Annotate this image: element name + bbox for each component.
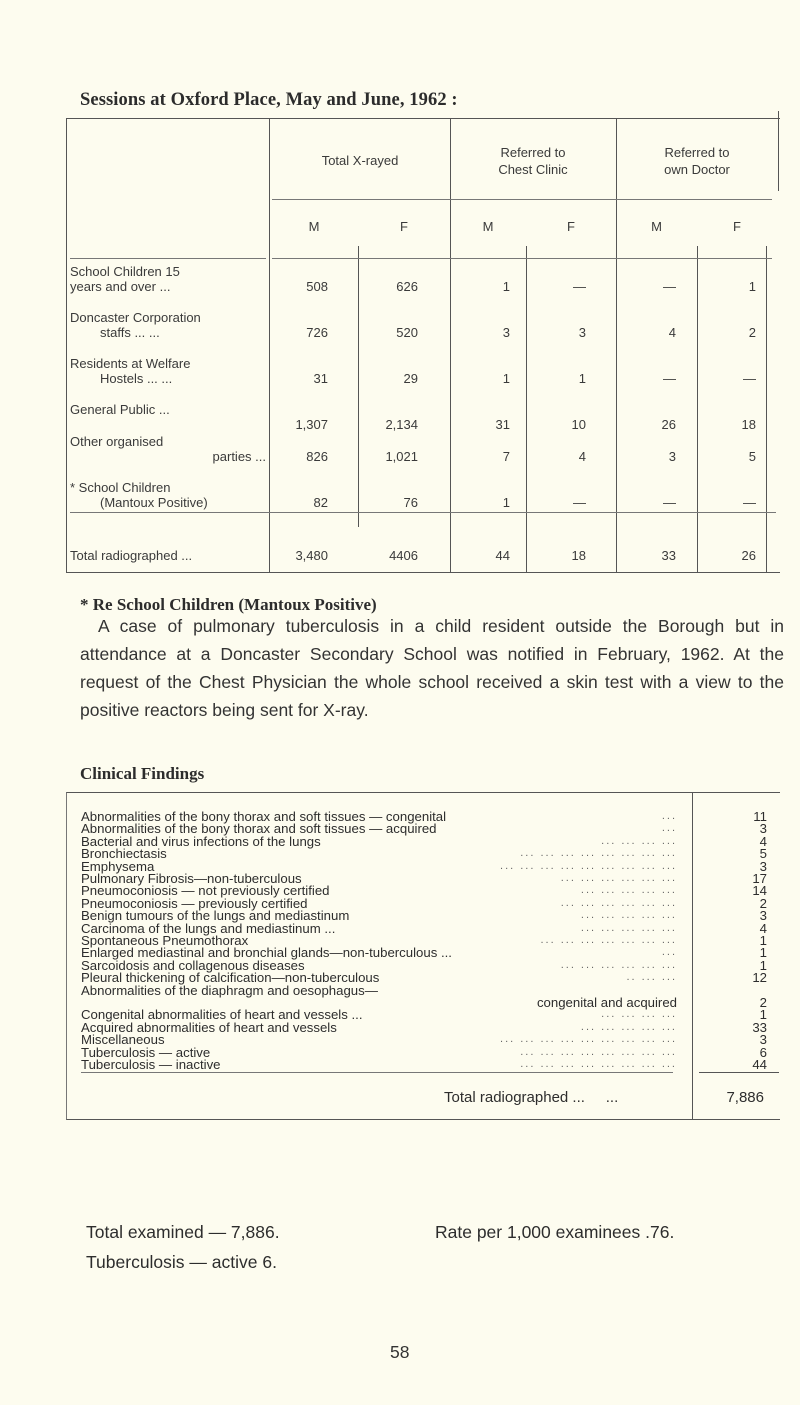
finding-label: Abnormalities of the bony thorax and soft tissues — congenital (81, 809, 447, 824)
finding-count: 1 (759, 933, 767, 948)
finding-label: Pulmonary Fibrosis—non-tuberculous (81, 871, 302, 886)
column-header-own-doctor: Referred to own Doctor (664, 145, 730, 177)
table-cell: — (573, 495, 586, 510)
table-cell: 10 (571, 417, 586, 432)
sessions-table (66, 118, 780, 573)
finding-count: 11 (753, 809, 767, 824)
finding-count: 3 (759, 821, 767, 837)
total-rule (699, 1072, 779, 1073)
note-title: * Re School Children (Mantoux Positive) (80, 595, 377, 614)
finding-count: 12 (752, 970, 767, 986)
total-cell: 26 (741, 548, 756, 563)
row-label (70, 264, 270, 294)
sub-header-f: F (733, 219, 741, 234)
row-label (70, 356, 270, 386)
leader-dots: ... ... ... ... ... ... ... ... ... (500, 859, 677, 872)
table-cell: 1 (748, 279, 756, 294)
header-rule (70, 258, 266, 259)
row-label-line: Hostels ... ... (100, 371, 173, 386)
finding-label: congenital and acquired (536, 995, 677, 1010)
finding-label: Enlarged mediastinal and bronchial glands—non-tuberculous ... (81, 945, 452, 961)
table-cell: 3 (668, 449, 676, 464)
table-cell: 1 (502, 495, 510, 510)
finding-count: 3 (759, 1032, 767, 1048)
note-paragraph: A case of pulmonary tuberculosis in a child resident outside the Borough but in attendance at a Doncaster Secondary School was notified in February, 1962. At the request of the Chest Physician the whole school received a skin test with a view to the positive reactors being sent for X-ray. (80, 616, 784, 720)
table-cell: — (663, 279, 676, 294)
finding-label: Acquired abnormalities of heart and vessels (81, 1019, 337, 1035)
row-label-line: Doncaster Corporation (70, 310, 201, 325)
table-cell: 508 (306, 279, 328, 294)
leader-dots: ... ... ... ... ... ... ... ... (520, 847, 677, 860)
table-cell: 76 (403, 495, 418, 510)
finding-label: Spontaneous Pneumothorax (81, 933, 249, 948)
sub-header-m: M (651, 219, 662, 234)
table-cell: — (573, 279, 586, 294)
finding-count: 17 (752, 871, 767, 886)
column-divider (697, 246, 698, 572)
leader-dots: ... ... ... ... ... (580, 921, 677, 934)
row-label-line: School Children 15 (70, 264, 180, 279)
table-cell: 2,134 (385, 417, 418, 432)
finding-label: Bacterial and virus infections of the lungs (81, 833, 321, 849)
row-label-line: General Public ... (70, 402, 170, 417)
table-cell: 7 (502, 449, 510, 464)
row-label-line: Residents at Welfare (70, 356, 191, 371)
rate-per-1000: Rate per 1,000 examinees .76. (435, 1222, 675, 1242)
table-cell: 1 (502, 279, 510, 294)
leader-dots: ... ... ... ... ... ... ... (540, 934, 677, 946)
table-cell: 1,021 (385, 449, 418, 464)
row-label (70, 402, 270, 417)
table-cell: — (663, 371, 676, 386)
leader-dots: ... ... ... ... ... (580, 884, 677, 897)
total-rule (81, 1072, 673, 1073)
table-cell: — (743, 495, 756, 510)
finding-count: 14 (752, 883, 767, 899)
total-examined: Total examined — 7,886. (86, 1222, 280, 1242)
column-header-total-xrayed: Total X-rayed (321, 153, 399, 168)
column-divider (766, 246, 767, 572)
leader-dots: ... ... ... ... ... ... ... ... (520, 1058, 677, 1070)
leader-dots: ... ... ... ... ... (580, 909, 677, 922)
header-rule (272, 258, 772, 259)
leader-dots: ... ... ... ... (601, 834, 677, 847)
leader-dots: ... (661, 822, 677, 835)
finding-label: Pleural thickening of calcification—non-tuberculous (81, 970, 380, 986)
finding-count: 5 (759, 846, 767, 862)
leader-dots: ... ... ... ... ... ... ... ... (520, 1045, 677, 1058)
table-cell: 2 (748, 325, 756, 340)
finding-count: 33 (752, 1019, 767, 1035)
table-cell: 3 (502, 325, 510, 340)
finding-count: 4 (759, 920, 767, 936)
finding-label: Abnormalities of the bony thorax and soft tissues — acquired (81, 821, 437, 837)
total-cell: 4406 (389, 548, 418, 563)
finding-count: 3 (759, 908, 767, 924)
tuberculosis-active-summary: Tuberculosis — active 6. (86, 1252, 277, 1272)
finding-count: 1 (759, 957, 767, 973)
finding-label: Tuberculosis — inactive (81, 1057, 221, 1072)
total-cell: 33 (661, 548, 676, 563)
finding-label: Emphysema (81, 858, 155, 874)
table-cell: 1,307 (295, 417, 328, 432)
table-cell: 826 (306, 449, 328, 464)
finding-count: 2 (759, 995, 767, 1010)
table-cell: 726 (306, 325, 328, 340)
finding-count: 3 (759, 858, 767, 874)
leader-dots: ... ... ... ... ... ... (560, 958, 677, 971)
table-cell: 26 (661, 417, 676, 432)
table-cell: 18 (741, 417, 756, 432)
row-label (70, 434, 270, 464)
sub-header-f: F (400, 219, 408, 234)
column-header-chest-clinic: Referred to Chest Clinic (498, 145, 568, 177)
list-item (81, 1057, 781, 1073)
leader-dots: ... ... ... ... (601, 1008, 677, 1021)
row-label-line: staffs ... ... (100, 325, 160, 340)
table-cell: — (663, 495, 676, 510)
row-label-line: Other organised (70, 434, 164, 449)
page-number: 58 (390, 1342, 410, 1362)
total-cell: 3,480 (295, 548, 328, 563)
findings-total-label: Total radiographed ... ... (444, 1089, 619, 1106)
table-cell: — (743, 371, 756, 386)
table-cell: 1 (578, 371, 586, 386)
finding-label: Pneumoconiosis — not previously certified (81, 883, 330, 899)
sub-header-m: M (482, 219, 494, 234)
table-cell: 82 (313, 495, 328, 510)
total-row-label: Total radiographed ... (70, 548, 193, 563)
row-label-line: * School Children (70, 480, 171, 495)
finding-count: 44 (752, 1057, 767, 1072)
table-cell: 1 (502, 371, 510, 386)
total-cell: 44 (495, 548, 510, 563)
sub-header-f: F (567, 219, 575, 234)
table-cell: 4 (578, 449, 586, 464)
row-label-line: years and over ... (70, 279, 171, 294)
leader-dots: ... ... ... ... ... ... (560, 872, 677, 884)
leader-dots: ... ... ... ... ... ... (560, 896, 677, 909)
finding-label: Sarcoidosis and collagenous diseases (81, 957, 305, 973)
leader-dots: ... (661, 810, 677, 822)
row-label (70, 480, 270, 510)
column-divider (526, 246, 527, 572)
finding-count: 4 (759, 833, 767, 849)
leader-dots: ... ... ... ... ... (580, 1020, 677, 1033)
finding-label: Miscellaneous (81, 1032, 165, 1048)
table-cell: 29 (403, 371, 418, 386)
findings-total-value: 7,886 (726, 1089, 764, 1106)
table-cell: 5 (748, 449, 756, 464)
leader-dots: ... ... ... ... ... ... ... ... ... (500, 1033, 677, 1046)
leader-dots: ... (661, 946, 677, 959)
table-cell: 520 (396, 325, 418, 340)
finding-label: Pneumoconiosis — previously certified (81, 895, 308, 911)
table-border-left (66, 119, 67, 572)
finding-label: Abnormalities of the diaphragm and oesophagus— (81, 982, 378, 998)
table-cell: 626 (396, 279, 418, 294)
row-label (70, 310, 270, 340)
finding-count: 1 (759, 945, 767, 961)
sub-header-m: M (308, 219, 320, 234)
finding-label: Tuberculosis — active (81, 1044, 211, 1060)
finding-label: Congenital abnormalities of heart and vessels ... (81, 1007, 363, 1023)
finding-count: 6 (759, 1044, 767, 1060)
finding-label: Bronchiectasis (81, 846, 167, 862)
column-divider (778, 111, 779, 191)
clinical-findings-title: Clinical Findings (80, 764, 205, 783)
finding-label: Carcinoma of the lungs and mediastinum ... (81, 920, 336, 936)
finding-count: 1 (759, 1007, 767, 1023)
row-label-line: (Mantoux Positive) (100, 495, 208, 510)
row-label-line: parties ... (212, 449, 266, 464)
table-cell: 31 (495, 417, 510, 432)
page-title: Sessions at Oxford Place, May and June, 1962 : (80, 90, 458, 110)
leader-dots: .. ... ... (626, 971, 677, 984)
header-rule (272, 199, 772, 200)
total-rule (70, 512, 776, 513)
total-cell: 18 (571, 548, 586, 563)
finding-label: Benign tumours of the lungs and mediastinum (81, 908, 350, 924)
finding-count: 2 (759, 895, 767, 911)
clinical-findings-table (66, 792, 780, 1120)
table-cell: 31 (313, 371, 328, 386)
table-cell: 3 (578, 325, 586, 340)
table-cell: 4 (668, 325, 676, 340)
